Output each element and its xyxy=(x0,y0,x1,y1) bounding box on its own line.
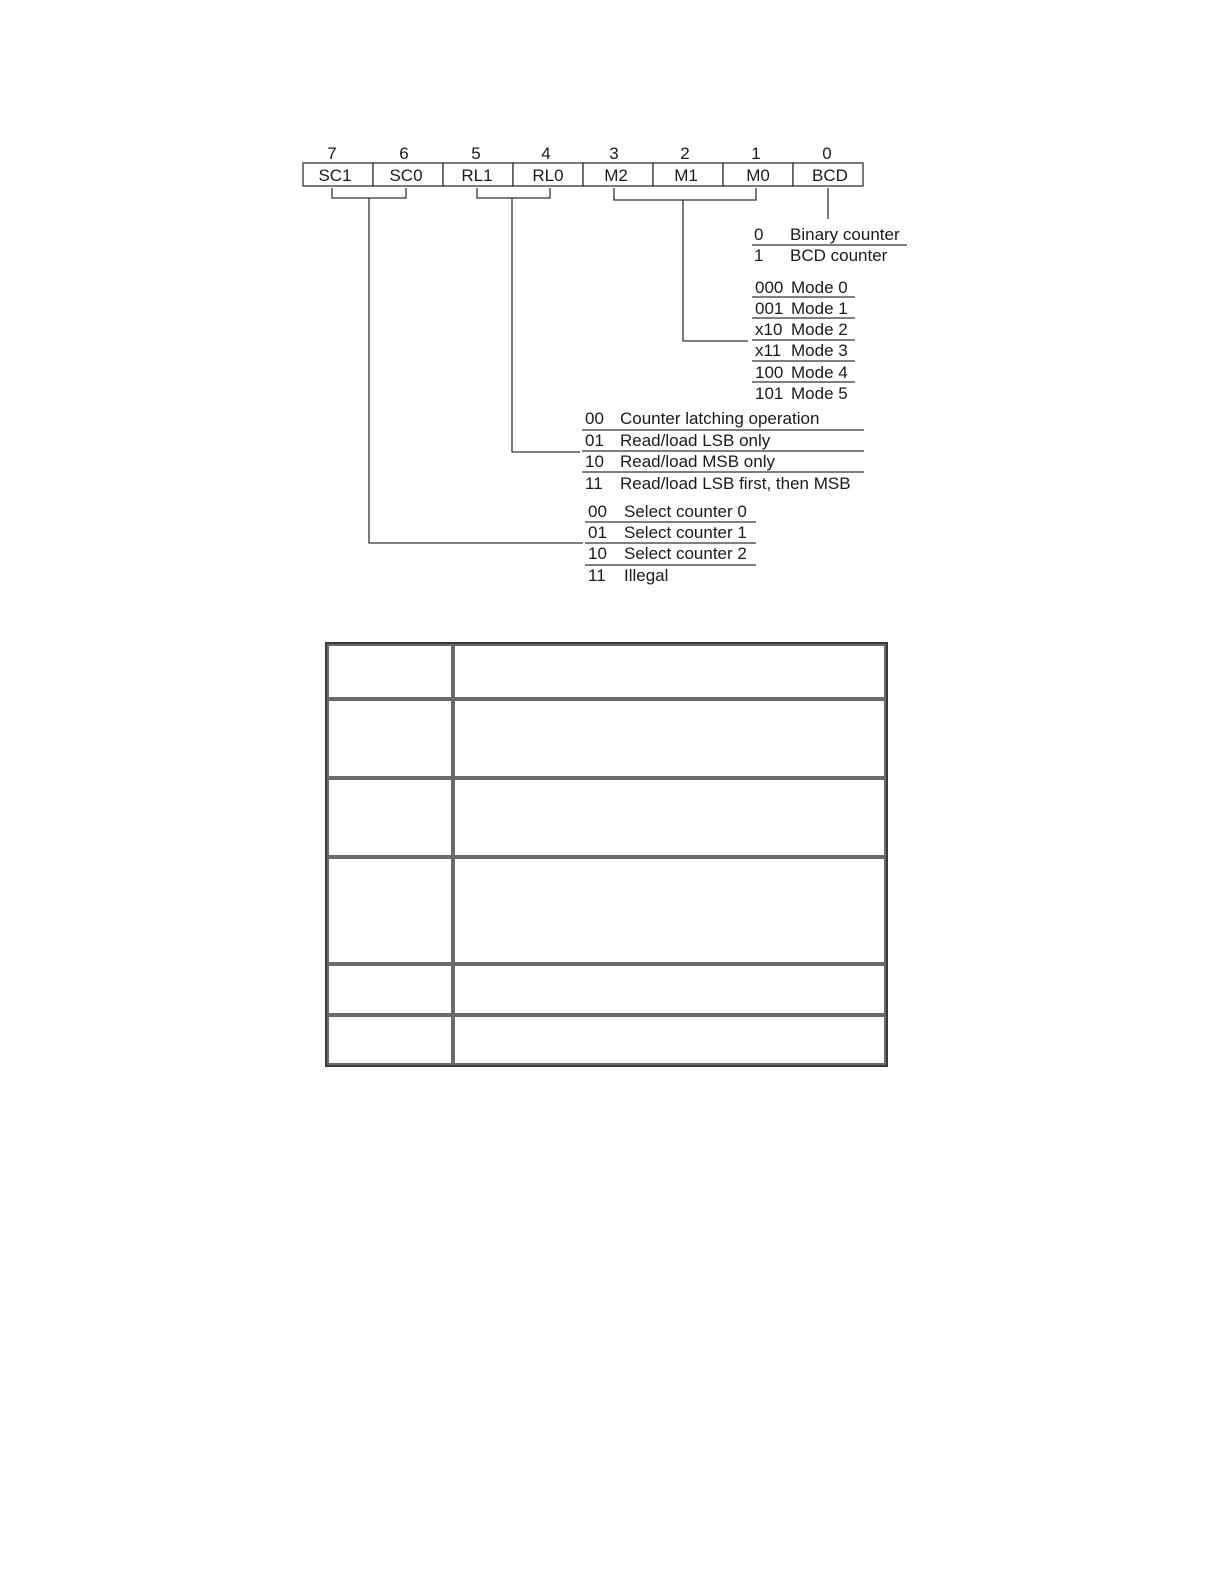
rl-option-code: 00 xyxy=(585,409,604,428)
bcd-legend xyxy=(752,225,907,265)
sc-bracket xyxy=(332,188,406,198)
info-table xyxy=(325,642,888,1067)
rl-connector xyxy=(512,198,580,452)
mode-option-code: 101 xyxy=(755,384,784,403)
bit-name: M1 xyxy=(674,166,698,185)
mode-option-code: 000 xyxy=(755,278,784,297)
table-cell xyxy=(453,778,886,857)
register-cells xyxy=(303,163,863,186)
mode-option-label: Mode 3 xyxy=(791,341,848,360)
bcd-option-code: 0 xyxy=(754,225,764,244)
bit-name: SC1 xyxy=(318,166,352,185)
bit-number: 6 xyxy=(399,144,409,163)
table-row xyxy=(327,778,886,857)
table-cell xyxy=(453,964,886,1015)
mode-option-code: 001 xyxy=(755,299,784,318)
rl-bracket xyxy=(477,188,550,198)
mode-option-code: x10 xyxy=(755,320,783,339)
rl-option-label: Read/load LSB first, then MSB xyxy=(620,474,851,493)
bit-name: M0 xyxy=(746,166,770,185)
sc-option-label: Select counter 2 xyxy=(624,544,747,563)
bit-number: 0 xyxy=(822,144,832,163)
bit-number: 4 xyxy=(541,144,551,163)
bit-number: 2 xyxy=(680,144,690,163)
mode-legend xyxy=(752,278,855,403)
mode-option-label: Mode 2 xyxy=(791,320,848,339)
table-cell xyxy=(453,857,886,964)
table-row xyxy=(327,644,886,699)
bcd-option-label: BCD counter xyxy=(790,246,888,265)
bit-name: M2 xyxy=(604,166,628,185)
mode-connector xyxy=(683,200,748,341)
control-word-diagram xyxy=(0,0,1224,640)
table-cell xyxy=(327,778,453,857)
mode-option-label: Mode 4 xyxy=(791,363,848,382)
bit-number: 7 xyxy=(327,144,337,163)
sc-option-code: 11 xyxy=(588,566,606,585)
bit-name: BCD xyxy=(812,166,848,185)
table-cell xyxy=(327,699,453,778)
rl-option-label: Read/load MSB only xyxy=(620,452,775,471)
mode-bracket xyxy=(614,188,756,200)
sc-option-label: Illegal xyxy=(624,566,669,585)
table-cell xyxy=(453,699,886,778)
table-cell xyxy=(327,1015,453,1065)
read-load-legend xyxy=(582,409,864,493)
mode-option-code: 100 xyxy=(755,363,784,382)
bit-name: RL0 xyxy=(532,166,564,185)
rl-option-code: 01 xyxy=(585,431,604,450)
table-row xyxy=(327,699,886,778)
table-row xyxy=(327,964,886,1015)
select-counter-legend xyxy=(585,502,756,585)
sc-option-code: 01 xyxy=(588,523,607,542)
bit-numbers xyxy=(327,144,831,163)
rl-option-label: Counter latching operation xyxy=(620,409,820,428)
table-row xyxy=(327,1015,886,1065)
table-cell xyxy=(453,1015,886,1065)
mode-option-label: Mode 1 xyxy=(791,299,848,318)
rl-option-label: Read/load LSB only xyxy=(620,431,771,450)
table-cell xyxy=(327,644,453,699)
sc-option-code: 10 xyxy=(588,544,607,563)
bcd-option-label: Binary counter xyxy=(790,225,900,244)
sc-option-code: 00 xyxy=(588,502,607,521)
mode-option-label: Mode 5 xyxy=(791,384,848,403)
table-row xyxy=(327,857,886,964)
bit-number: 1 xyxy=(751,144,761,163)
mode-option-code: x11 xyxy=(755,341,782,360)
table-cell xyxy=(453,644,886,699)
bit-name: SC0 xyxy=(389,166,423,185)
bit-number: 5 xyxy=(471,144,481,163)
rl-option-code: 10 xyxy=(585,452,604,471)
rl-option-code: 11 xyxy=(585,474,603,493)
sc-connector xyxy=(369,198,583,543)
table-cell xyxy=(327,857,453,964)
bit-name: RL1 xyxy=(461,166,493,185)
table-cell xyxy=(327,964,453,1015)
sc-option-label: Select counter 0 xyxy=(624,502,747,521)
bcd-option-code: 1 xyxy=(754,246,764,265)
mode-option-label: Mode 0 xyxy=(791,278,848,297)
bit-number: 3 xyxy=(609,144,619,163)
sc-option-label: Select counter 1 xyxy=(624,523,747,542)
